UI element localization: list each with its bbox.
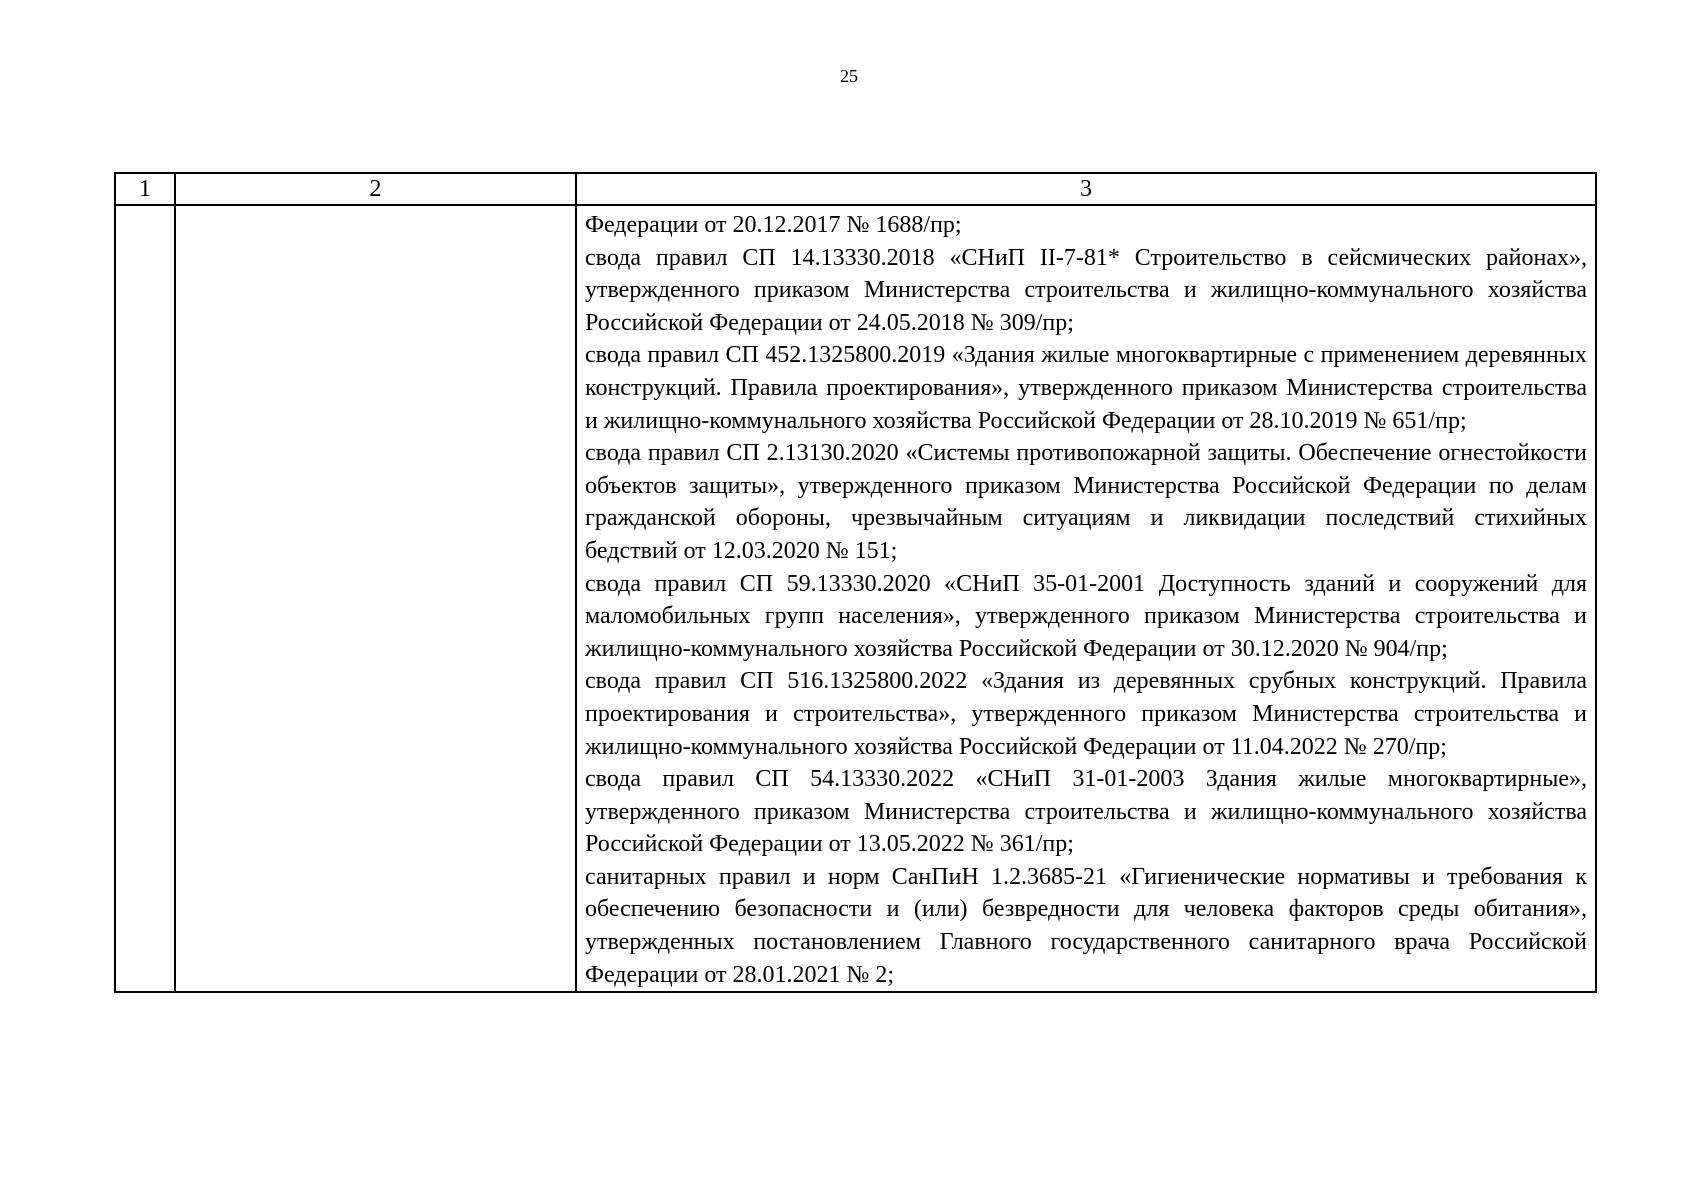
paragraph: санитарных правил и норм СанПиН 1.2.3685-21 «Гигиенические нормативы и требования к обеспечению безопасности и (или) безвредности для человека факторов среды обитания», утвержденных постановлением Главного государственного санитарного врача Российской Федерации от 28.01.2021 № 2; [585, 863, 1587, 988]
table-header-row [115, 173, 1596, 205]
document-table [114, 172, 1597, 993]
paragraph: свода правил СП 452.1325800.2019 «Здания жилые многоквартирные с применением деревянных конструкций. Правила проектирования», утвержденного приказом Министерства строительства и жилищно-коммунального хозяйства Российской Федерации от 28.10.2019 № 651/пр; [585, 342, 1587, 434]
cell-col-3 [576, 205, 1596, 992]
table-row [115, 205, 1596, 992]
paragraph: свода правил СП 14.13330.2018 «СНиП II-7-81* Строительство в сейсмических районах», утвержденного приказом Министерства строительства и жилищно-коммунального хозяйства Российской Федерации от 24.05.2018 № 309/пр; [585, 244, 1587, 336]
paragraph: свода правил СП 2.13130.2020 «Системы противопожарной защиты. Обеспечение огнестойкости объектов защиты», утвержденного приказом Министерства Российской Федерации по делам гражданской обороны, чрезвычайным ситуациям и ликвидации последствий стихийных бедствий от 12.03.2020 № 151; [585, 440, 1587, 564]
paragraph: свода правил СП 516.1325800.2022 «Здания из деревянных срубных конструкций. Правила проектирования и строительства», утвержденного приказом Министерства строительства и жилищно-коммунального хозяйства Российской Федерации от 11.04.2022 № 270/пр; [585, 668, 1587, 760]
paragraph: свода правил СП 54.13330.2022 «СНиП 31-01-2003 Здания жилые многоквартирные», утвержденного приказом Министерства строительства и жилищно-коммунального хозяйства Российской Федерации от 13.05.2022 № 361/пр; [585, 766, 1587, 858]
cell-col-2 [175, 205, 576, 992]
paragraph: свода правил СП 59.13330.2020 «СНиП 35-01-2001 Доступность зданий и сооружений для маломобильных групп населения», утвержденного приказом Министерства строительства и жилищно-коммунального хозяйства Российской Федерации от 30.12.2020 № 904/пр; [585, 570, 1587, 662]
cell-col-1 [115, 205, 175, 992]
paragraph: Федерации от 20.12.2017 № 1688/пр; [585, 212, 962, 238]
column-header-1: 1 [115, 173, 175, 205]
page-number: 25 [840, 66, 858, 86]
column-header-2: 2 [175, 173, 576, 205]
column-header-3: 3 [576, 173, 1596, 205]
